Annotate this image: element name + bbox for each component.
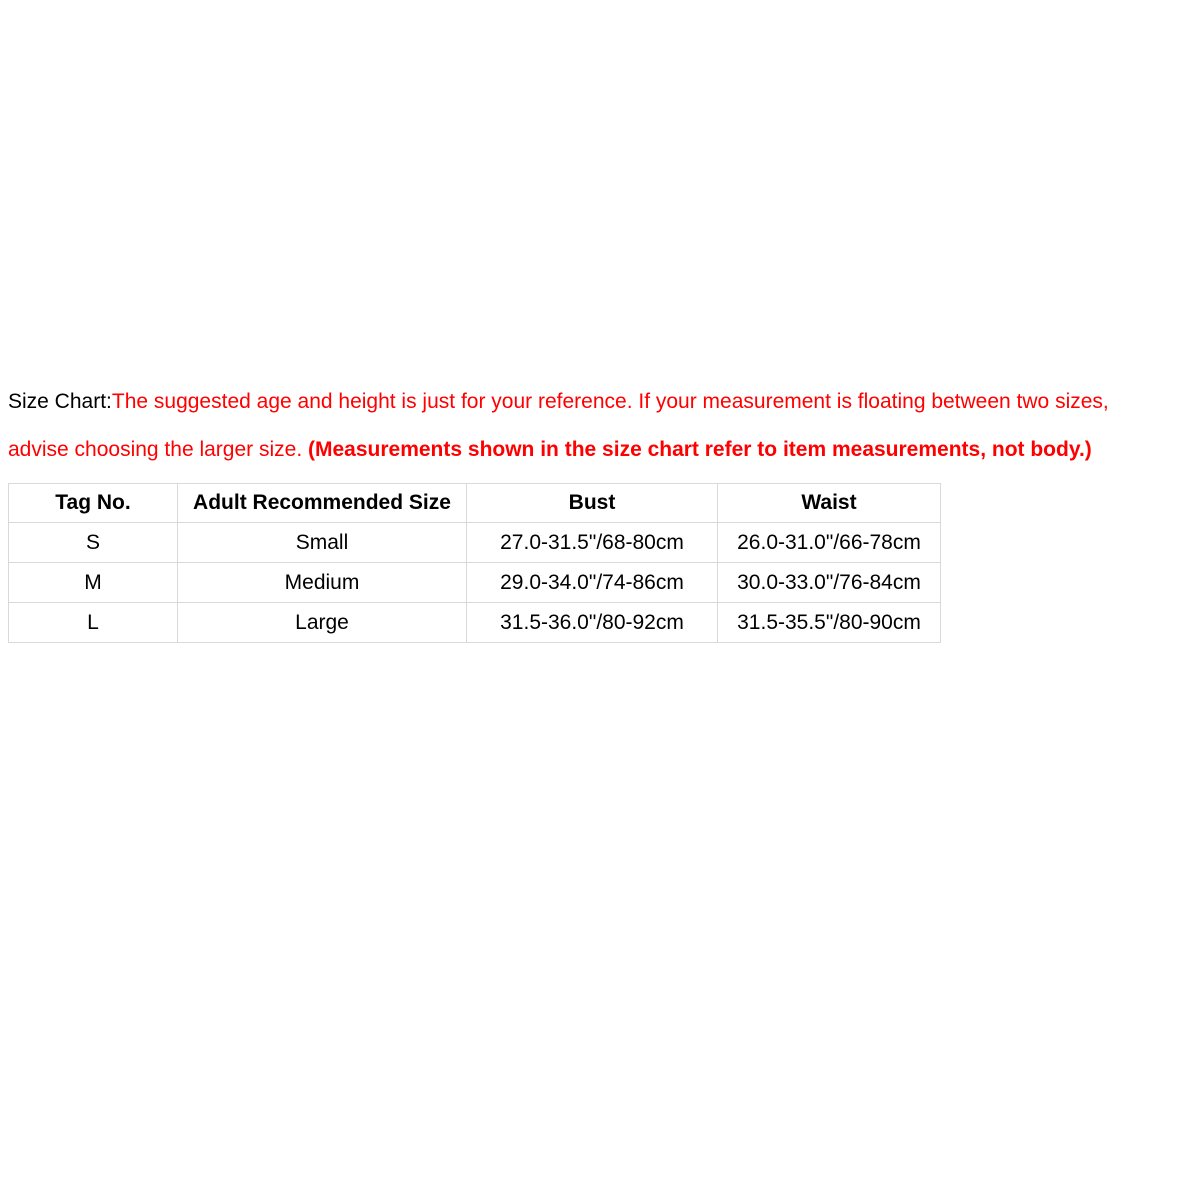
size-table	[8, 483, 941, 643]
cell-tag-no: M	[9, 563, 178, 603]
size-chart-note	[8, 378, 1194, 474]
cell-waist: 30.0-33.0"/76-84cm	[718, 563, 941, 603]
header-bust: Bust	[467, 484, 718, 523]
note-line-2	[8, 426, 1194, 474]
note-advice-text: advise choosing the larger size.	[8, 438, 308, 461]
table-row	[9, 523, 941, 563]
header-tag-no: Tag No.	[9, 484, 178, 523]
cell-waist: 26.0-31.0"/66-78cm	[718, 523, 941, 563]
cell-adult-size: Large	[178, 603, 467, 643]
header-adult-recommended-size: Adult Recommended Size	[178, 484, 467, 523]
cell-bust: 29.0-34.0"/74-86cm	[467, 563, 718, 603]
cell-bust: 27.0-31.5"/68-80cm	[467, 523, 718, 563]
cell-waist: 31.5-35.5"/80-90cm	[718, 603, 941, 643]
cell-adult-size: Medium	[178, 563, 467, 603]
table-row	[9, 563, 941, 603]
cell-bust: 31.5-36.0"/80-92cm	[467, 603, 718, 643]
note-reference-text: The suggested age and height is just for your reference. If your measurement is floating between two sizes,	[111, 390, 1109, 413]
table-header-row	[9, 484, 941, 523]
note-line-1	[8, 378, 1194, 426]
cell-tag-no: S	[9, 523, 178, 563]
header-waist: Waist	[718, 484, 941, 523]
size-chart-label: Size Chart:	[8, 390, 112, 413]
cell-tag-no: L	[9, 603, 178, 643]
note-measurement-disclaimer: (Measurements shown in the size chart refer to item measurements, not body.)	[308, 438, 1092, 461]
cell-adult-size: Small	[178, 523, 467, 563]
table-row	[9, 603, 941, 643]
